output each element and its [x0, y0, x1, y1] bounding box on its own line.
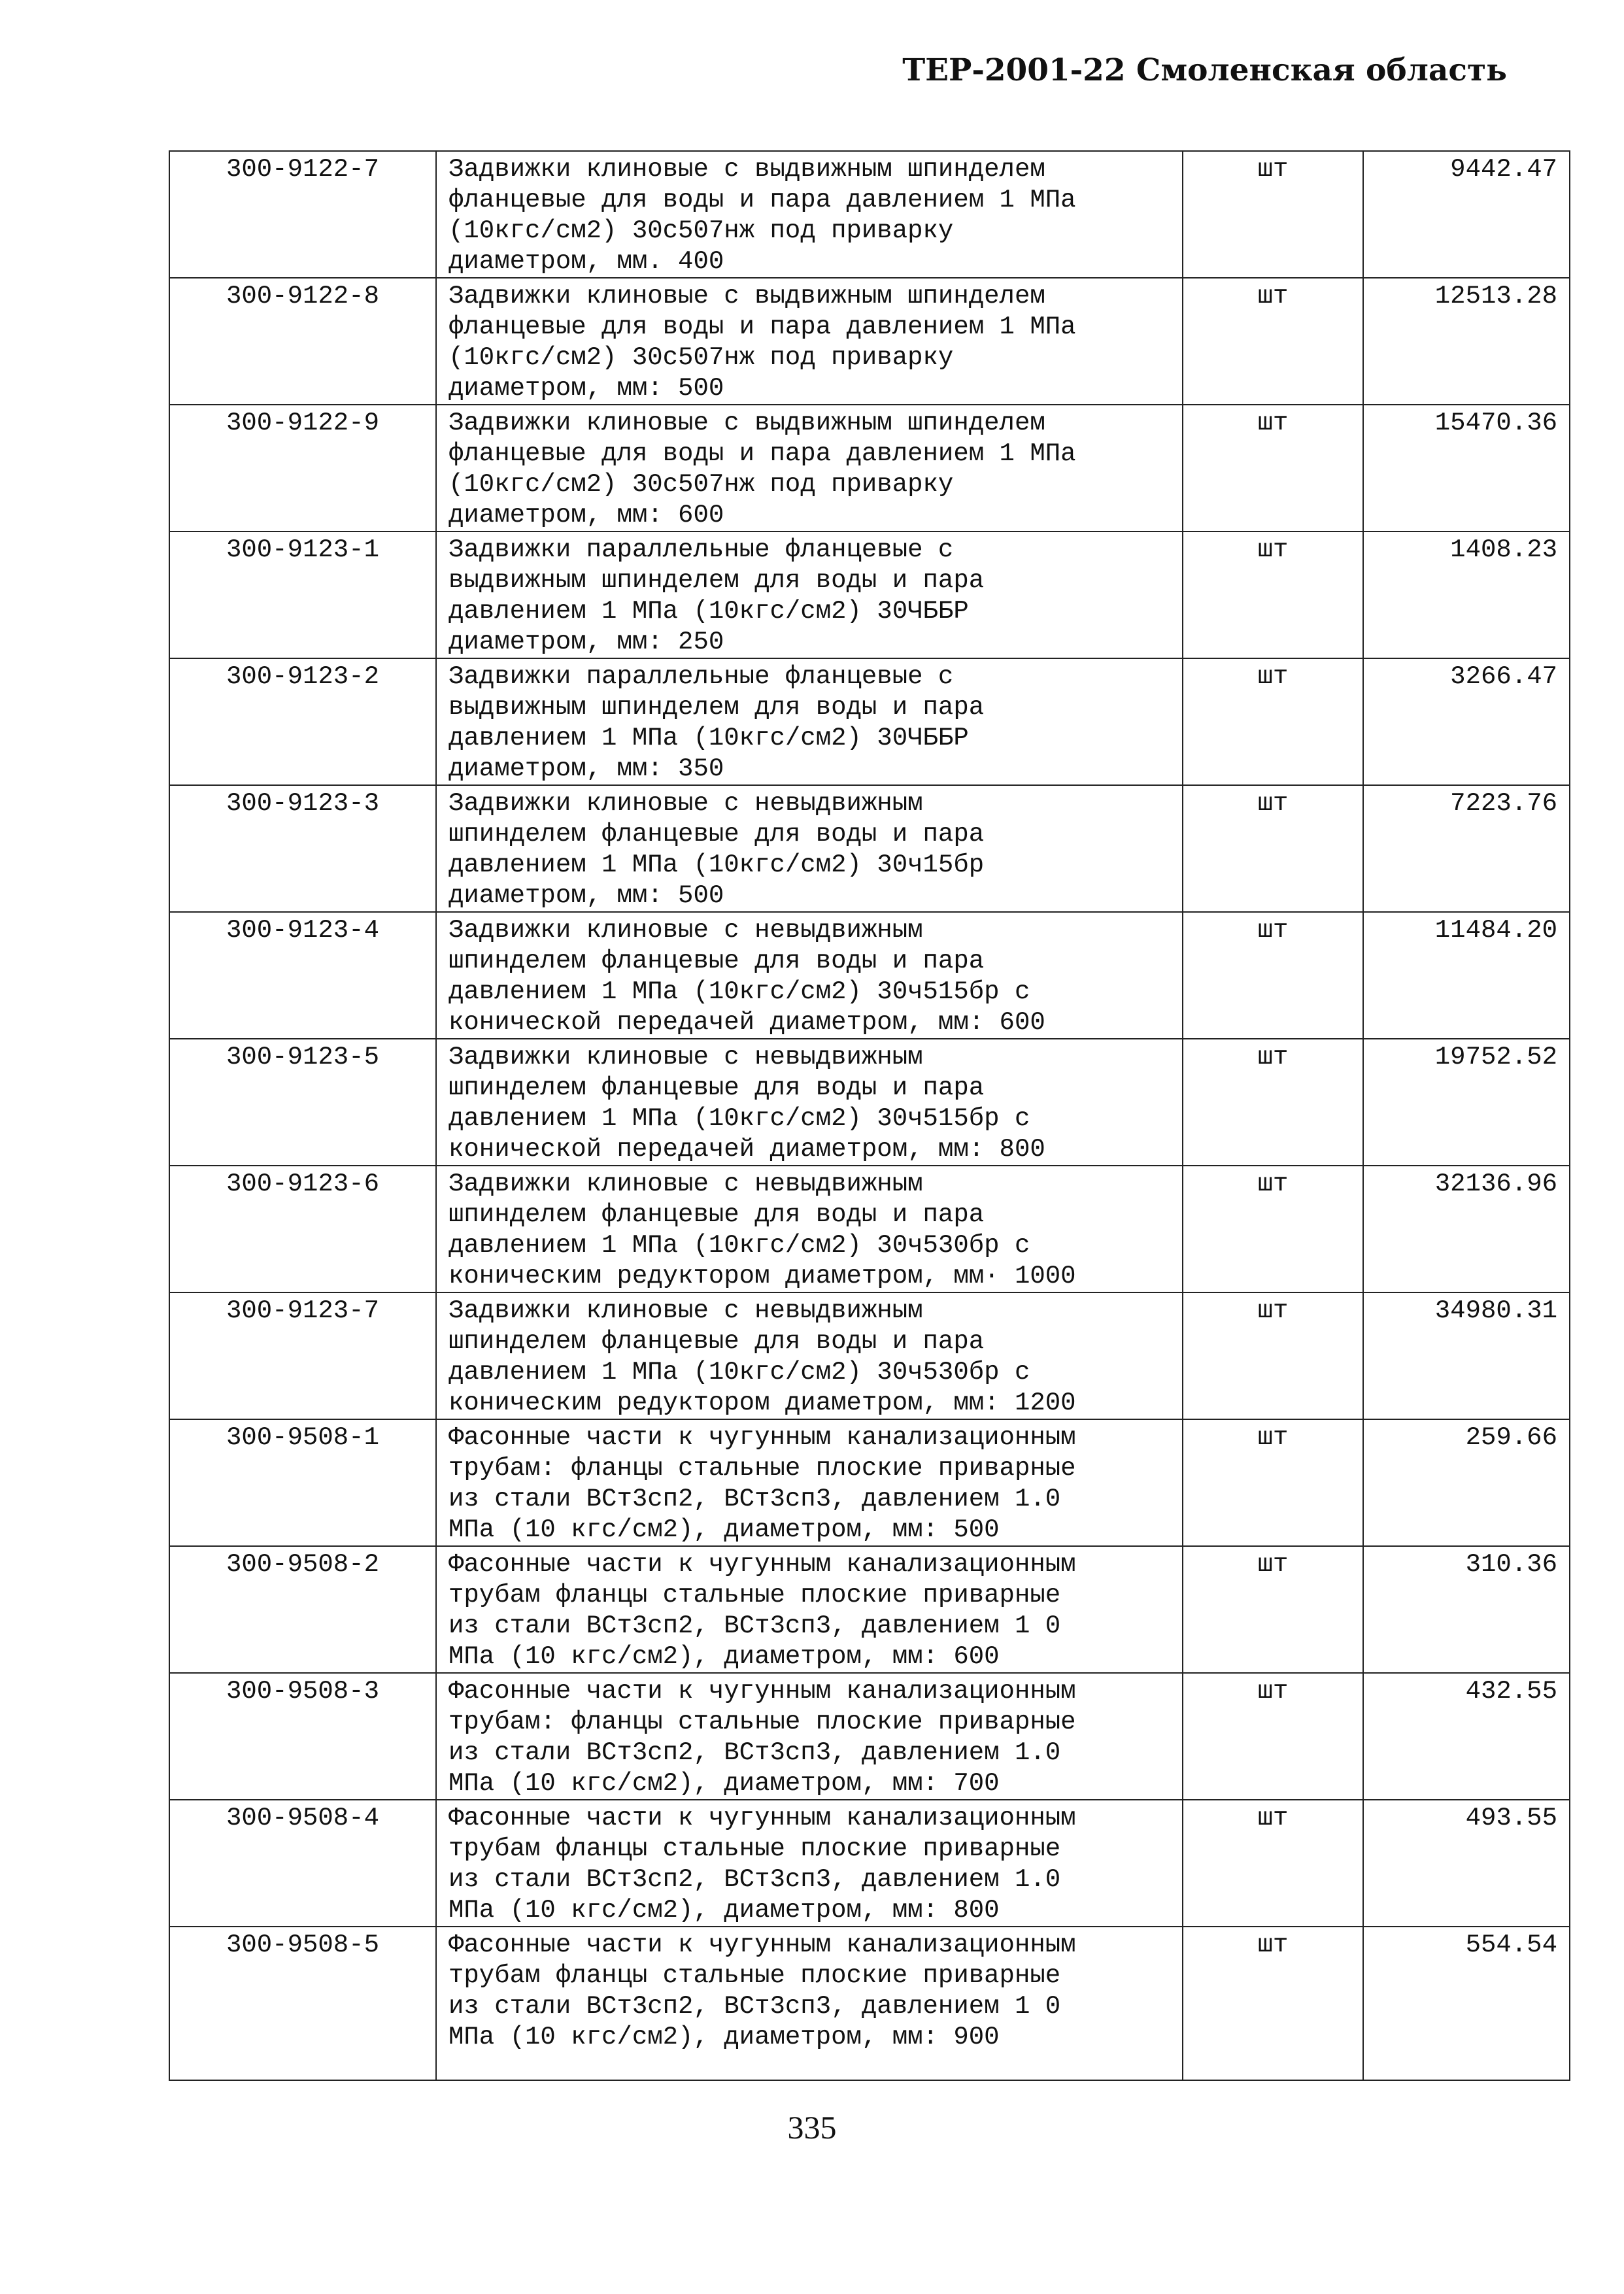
table-row [169, 1546, 1570, 1673]
item-price-cell: 554.54 [1363, 1927, 1570, 2080]
item-description-cell: Задвижки клиновые с выдвижным шпинделем фланцевые для воды и пара давлением 1 МПа (10кгс/см2) 30с507нж под приварку диаметром, мм. 400 [436, 151, 1183, 278]
table-row [169, 785, 1570, 912]
table-row [169, 1166, 1570, 1292]
item-description-cell: Фасонные части к чугунным канализационным трубам фланцы стальные плоские приварные из стали ВСт3сп2, ВСт3сп3, давлением 1 0 МПа (10 кгс/см2), диаметром, мм: 900 [436, 1927, 1183, 2080]
item-price-cell: 7223.76 [1363, 785, 1570, 912]
item-price-cell: 9442.47 [1363, 151, 1570, 278]
item-description-cell: Задвижки клиновые с невыдвижным шпинделем фланцевые для воды и пара давлением 1 МПа (10кгс/см2) 30ч515бр с конической передачей диаметром, мм: 600 [436, 912, 1183, 1039]
table-row [169, 1292, 1570, 1419]
item-unit-cell: шт [1183, 1673, 1363, 1800]
table-row [169, 912, 1570, 1039]
item-unit-cell: шт [1183, 912, 1363, 1039]
item-description-cell: Задвижки клиновые с невыдвижным шпинделем фланцевые для воды и пара давлением 1 МПа (10кгс/см2) 30ч515бр с конической передачей диаметром, мм: 800 [436, 1039, 1183, 1166]
item-code-cell: 300-9123-4 [169, 912, 436, 1039]
item-description-cell: Задвижки клиновые с невыдвижным шпинделем фланцевые для воды и пара давлением 1 МПа (10кгс/см2) 30ч15бр диаметром, мм: 500 [436, 785, 1183, 912]
item-description-cell: Задвижки параллельные фланцевые с выдвижным шпинделем для воды и пара давлением 1 МПа (10кгс/см2) 30ЧББР диаметром, мм: 350 [436, 658, 1183, 785]
page-number: 335 [787, 2109, 837, 2146]
item-unit-cell: шт [1183, 1166, 1363, 1292]
item-unit-cell: шт [1183, 151, 1363, 278]
table-row [169, 405, 1570, 531]
item-code-cell: 300-9508-1 [169, 1419, 436, 1546]
table-row [169, 1927, 1570, 2080]
item-code-cell: 300-9123-7 [169, 1292, 436, 1419]
item-price-cell: 12513.28 [1363, 278, 1570, 405]
item-code-cell: 300-9508-5 [169, 1927, 436, 2080]
item-price-cell: 11484.20 [1363, 912, 1570, 1039]
item-unit-cell: шт [1183, 658, 1363, 785]
item-code-cell: 300-9123-3 [169, 785, 436, 912]
item-unit-cell: шт [1183, 785, 1363, 912]
item-code-cell: 300-9122-7 [169, 151, 436, 278]
item-price-cell: 259.66 [1363, 1419, 1570, 1546]
item-description-cell: Задвижки клиновые с выдвижным шпинделем фланцевые для воды и пара давлением 1 МПа (10кгс/см2) 30с507нж под приварку диаметром, мм: 600 [436, 405, 1183, 531]
item-description-cell: Задвижки параллельные фланцевые с выдвижным шпинделем для воды и пара давлением 1 МПа (10кгс/см2) 30ЧББР диаметром, мм: 250 [436, 531, 1183, 658]
item-description-cell: Задвижки клиновые с невыдвижным шпинделем фланцевые для воды и пара давлением 1 МПа (10кгс/см2) 30ч530бр с коническим редуктором диаметром, мм· 1000 [436, 1166, 1183, 1292]
table-row [169, 151, 1570, 278]
item-unit-cell: шт [1183, 405, 1363, 531]
price-table-body [169, 151, 1570, 2080]
item-code-cell: 300-9508-2 [169, 1546, 436, 1673]
item-price-cell: 15470.36 [1363, 405, 1570, 531]
item-price-cell: 310.36 [1363, 1546, 1570, 1673]
item-price-cell: 432.55 [1363, 1673, 1570, 1800]
item-description-cell: Задвижки клиновые с невыдвижным шпинделем фланцевые для воды и пара давлением 1 МПа (10кгс/см2) 30ч530бр с коническим редуктором диаметром, мм: 1200 [436, 1292, 1183, 1419]
item-price-cell: 1408.23 [1363, 531, 1570, 658]
item-unit-cell: шт [1183, 1800, 1363, 1927]
table-row [169, 1673, 1570, 1800]
item-price-cell: 493.55 [1363, 1800, 1570, 1927]
item-description-cell: Фасонные части к чугунным канализационным трубам фланцы стальные плоские приварные из стали ВСт3сп2, ВСт3сп3, давлением 1 0 МПа (10 кгс/см2), диаметром, мм: 600 [436, 1546, 1183, 1673]
item-description-cell: Фасонные части к чугунным канализационным трубам: фланцы стальные плоские приварные из стали ВСт3сп2, ВСт3сп3, давлением 1.0 МПа (10 кгс/см2), диаметром, мм: 700 [436, 1673, 1183, 1800]
item-code-cell: 300-9123-1 [169, 531, 436, 658]
item-code-cell: 300-9122-8 [169, 278, 436, 405]
item-unit-cell: шт [1183, 1419, 1363, 1546]
table-row [169, 1800, 1570, 1927]
table-row [169, 1419, 1570, 1546]
item-code-cell: 300-9508-3 [169, 1673, 436, 1800]
item-code-cell: 300-9508-4 [169, 1800, 436, 1927]
item-unit-cell: шт [1183, 1039, 1363, 1166]
item-unit-cell: шт [1183, 1546, 1363, 1673]
item-price-cell: 34980.31 [1363, 1292, 1570, 1419]
item-price-cell: 19752.52 [1363, 1039, 1570, 1166]
item-price-cell: 32136.96 [1363, 1166, 1570, 1292]
item-unit-cell: шт [1183, 1927, 1363, 2080]
item-unit-cell: шт [1183, 531, 1363, 658]
table-row [169, 278, 1570, 405]
item-code-cell: 300-9123-5 [169, 1039, 436, 1166]
item-price-cell: 3266.47 [1363, 658, 1570, 785]
item-code-cell: 300-9123-6 [169, 1166, 436, 1292]
table-row [169, 658, 1570, 785]
item-description-cell: Фасонные части к чугунным канализационным трубам фланцы стальные плоские приварные из стали ВСт3сп2, ВСт3сп3, давлением 1.0 МПа (10 кгс/см2), диаметром, мм: 800 [436, 1800, 1183, 1927]
item-code-cell: 300-9123-2 [169, 658, 436, 785]
table-row [169, 531, 1570, 658]
item-description-cell: Задвижки клиновые с выдвижным шпинделем фланцевые для воды и пара давлением 1 МПа (10кгс/см2) 30с507нж под приварку диаметром, мм: 500 [436, 278, 1183, 405]
item-unit-cell: шт [1183, 278, 1363, 405]
table-row [169, 1039, 1570, 1166]
page-header-title: ТЕР-2001-22 Смоленская область [902, 52, 1507, 88]
item-unit-cell: шт [1183, 1292, 1363, 1419]
item-description-cell: Фасонные части к чугунным канализационным трубам: фланцы стальные плоские приварные из стали ВСт3сп2, ВСт3сп3, давлением 1.0 МПа (10 кгс/см2), диаметром, мм: 500 [436, 1419, 1183, 1546]
price-table [169, 150, 1570, 2081]
item-code-cell: 300-9122-9 [169, 405, 436, 531]
